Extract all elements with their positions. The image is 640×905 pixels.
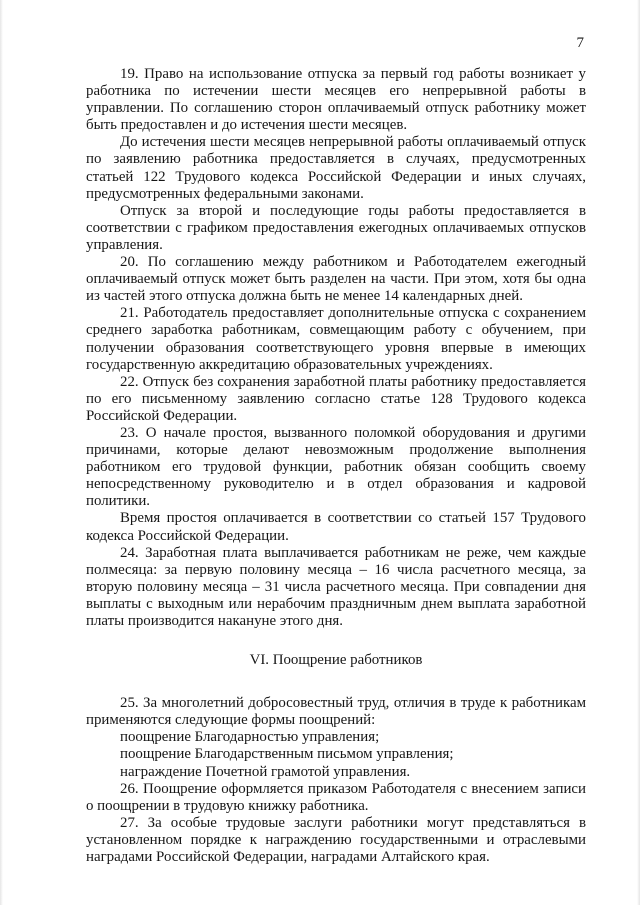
paragraph-21: 21. Работодатель предоставляет дополнительные отпуска с сохранением среднего заработка работникам, совмещающим работу с обучением, при получении образования соответствующего уровня впервые в имеющих государственную аккредитацию образовательных учреждениях. <box>86 305 586 373</box>
incentive-item: поощрение Благодарностью управления; <box>120 729 380 746</box>
paragraph-23-downtime: Время простоя оплачивается в соответствии со статьей 157 Трудового кодекса Российской Федерации. <box>86 510 586 544</box>
section-title: VI. Поощрение работников <box>249 652 423 669</box>
document-body <box>86 66 586 866</box>
paragraph-19-continued: До истечения шести месяцев непрерывной работы оплачиваемый отпуск по заявлению работника предоставляется в случаях, предусмотренных статьей 122 Трудового кодекса Российской Федерации и иных случаях, предусмотренных федеральными законами. <box>86 134 586 202</box>
paragraph-20: 20. По соглашению между работником и Работодателем ежегодный оплачиваемый отпуск может быть разделен на части. При этом, хотя бы одна из частей этого отпуска должна быть не менее 14 календарных дней. <box>86 254 586 305</box>
paragraph-19-schedule: Отпуск за второй и последующие годы работы предоставляется в соответствии с графиком предоставления ежегодных оплачиваемых отпусков управления. <box>86 202 586 253</box>
paragraph-24: 24. Заработная плата выплачивается работникам не реже, чем каждые полмесяца: за первую половину месяца – 16 числа расчетного месяца, за вторую половину месяца – 31 числа расчетного месяца. При совпадении дня выплаты с выходным или нерабочим праздничным днем выплата заработной платы производится накануне этого дня. <box>86 544 586 629</box>
incentive-item: поощрение Благодарственным письмом управления; <box>120 746 454 763</box>
paragraph-22: 22. Отпуск без сохранения заработной платы работнику предоставляется по его письменному заявлению согласно статье 128 Трудового кодекса Российской Федерации. <box>86 373 586 424</box>
scan-edge-left <box>0 0 3 905</box>
incentive-item: награждение Почетной грамотой управления. <box>120 763 411 780</box>
paragraph-27: 27. За особые трудовые заслуги работники могут представляться в установленном порядке к награждению государственными и отраслевыми наградами Российской Федерации, наградами Алтайского края. <box>86 814 586 866</box>
paragraph-19: 19. Право на использование отпуска за первый год работы возникает у работника по истечении шести месяцев его непрерывной работы в управлении. По соглашению сторон оплачиваемый отпуск работнику может быть предоставлен и до истечения шести месяцев. <box>86 66 586 134</box>
paragraph-26: 26. Поощрение оформляется приказом Работодателя с внесением записи о поощрении в трудовую книжку работника. <box>86 780 586 814</box>
paragraph-25: 25. За многолетний добросовестный труд, отличия в труде к работникам применяются следующие формы поощрений: <box>86 695 586 729</box>
paragraph-23: 23. О начале простоя, вызванного поломкой оборудования и другими причинами, которые делают невозможным продолжение выполнения работником его трудовой функции, работник обязан сообщить своему непосредственному руководителю и в отдел образования и кадровой политики. <box>86 424 586 510</box>
page-number: 7 <box>576 35 584 51</box>
